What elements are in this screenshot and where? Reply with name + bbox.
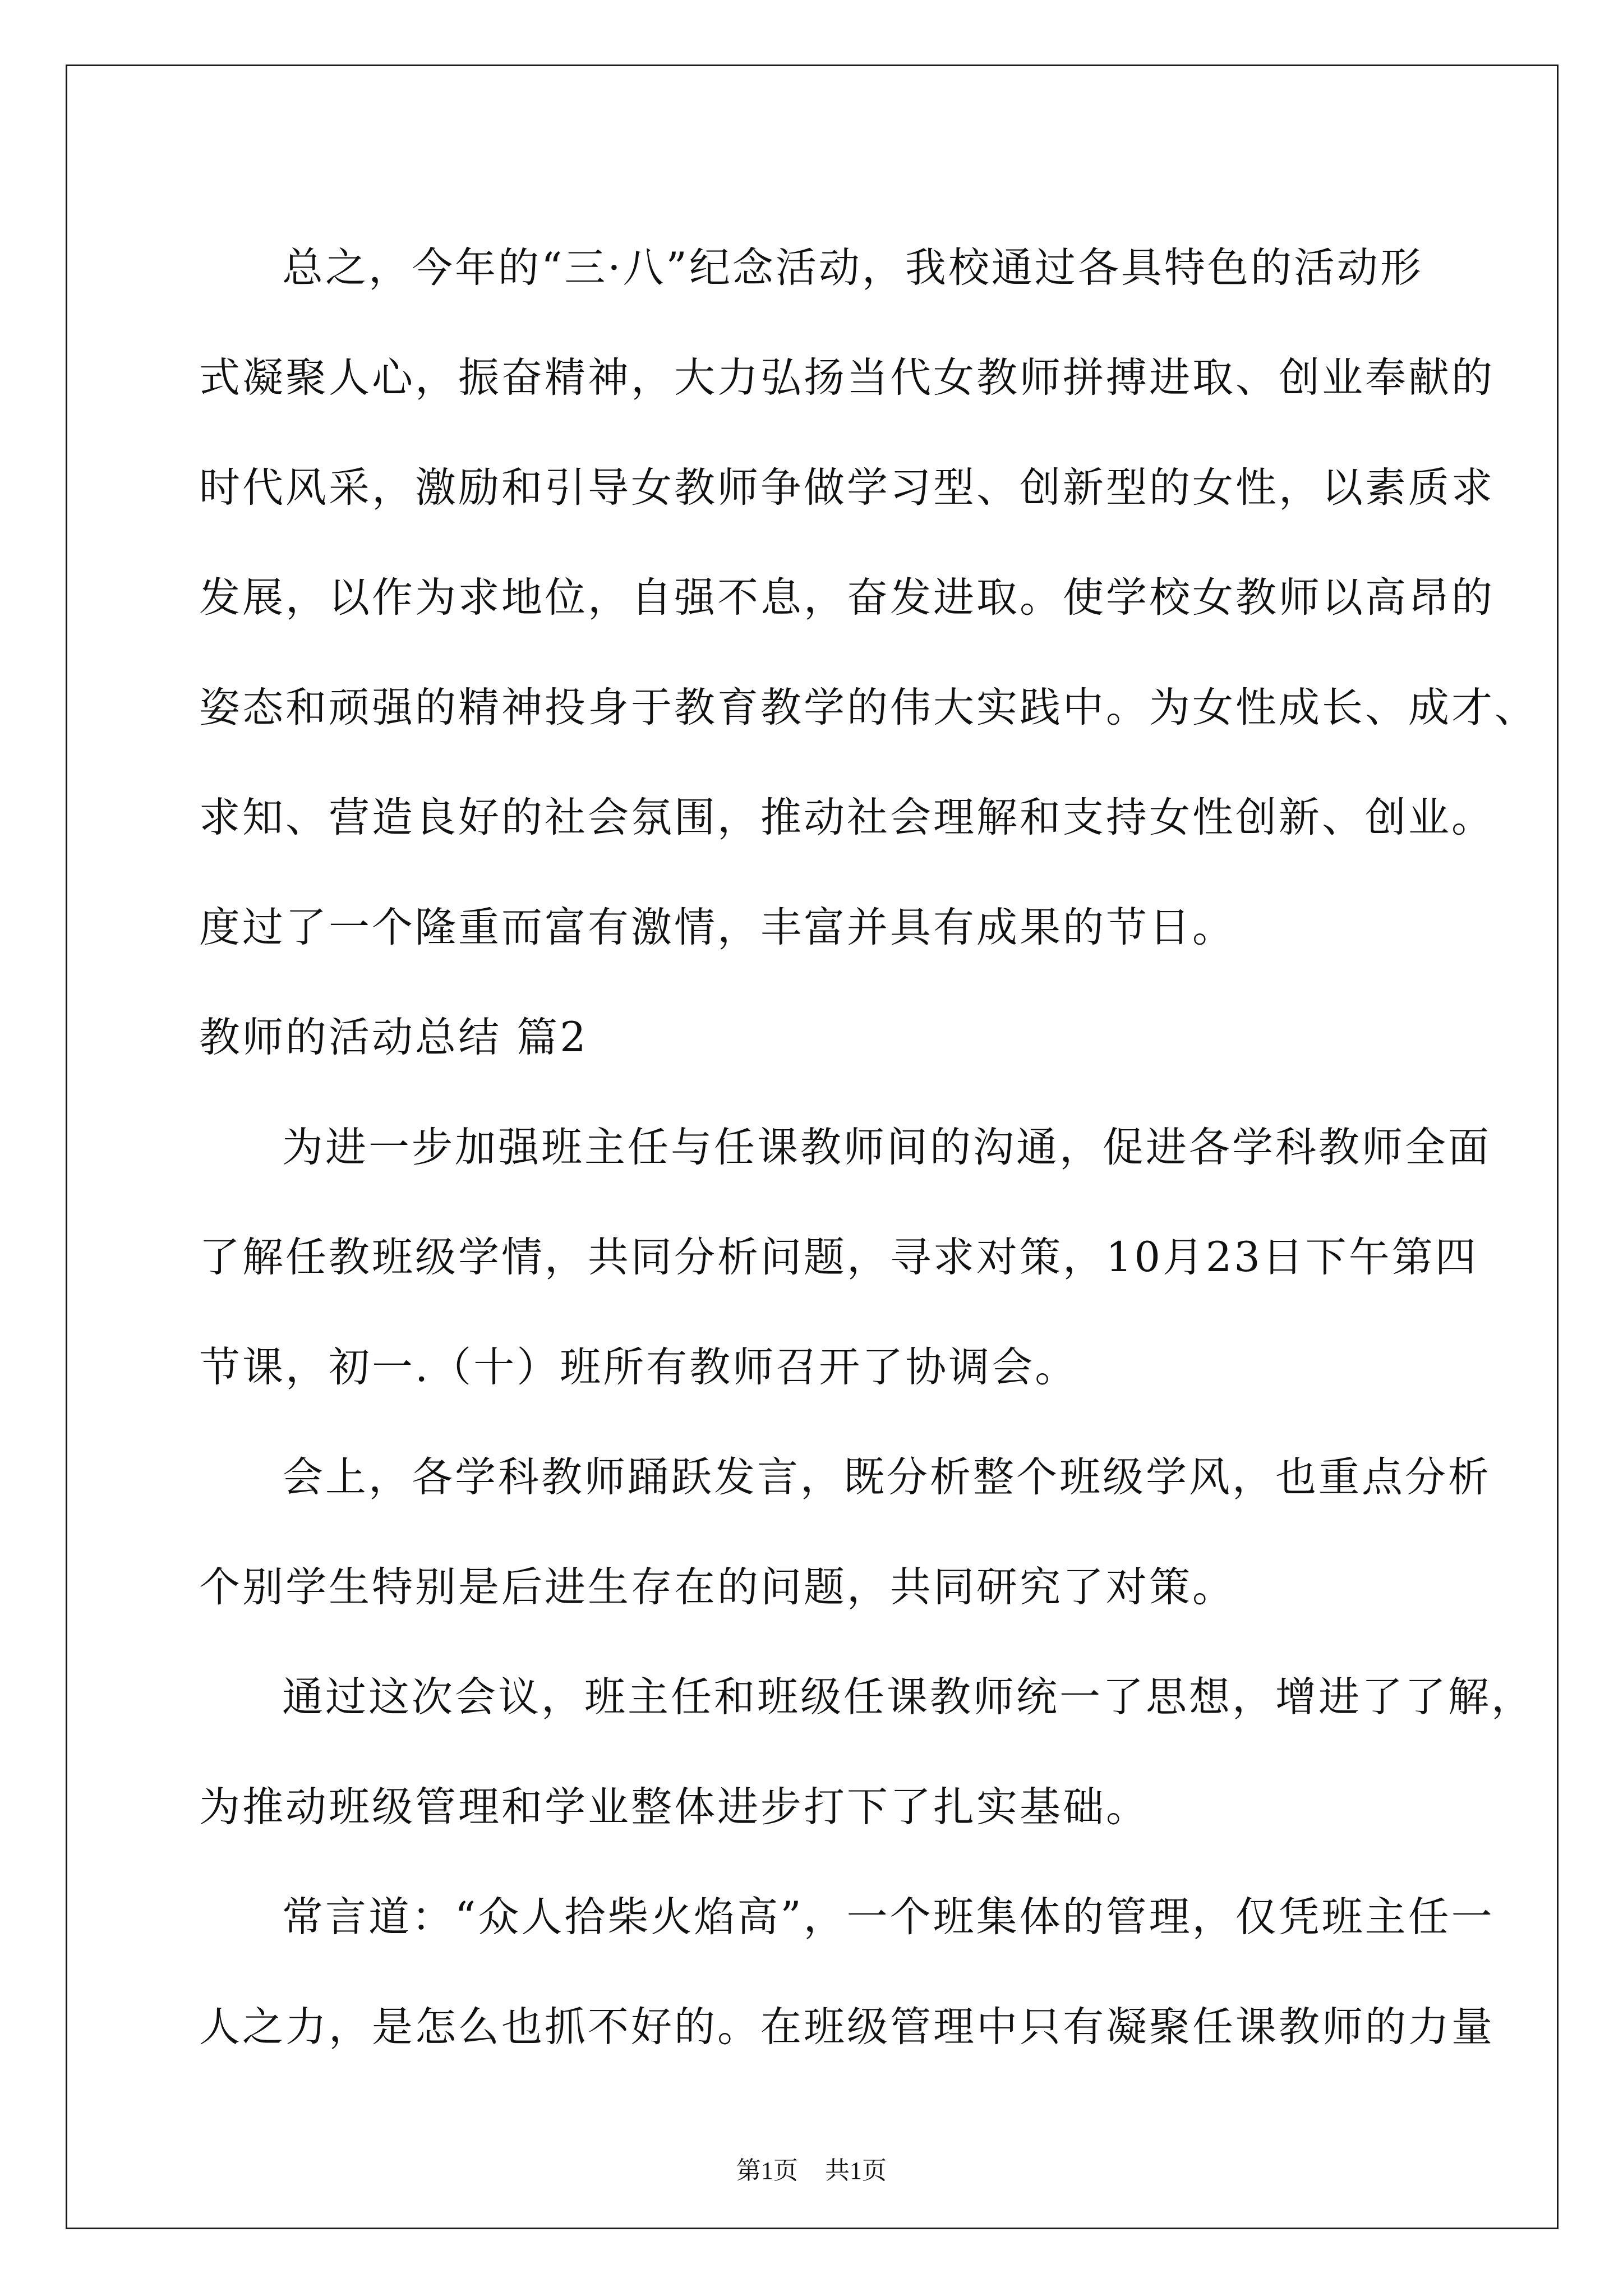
text-line: 时代风采，激励和引导女教师争做学习型、创新型的女性，以素质求	[199, 464, 1495, 512]
page-footer	[0, 2154, 1623, 2188]
text-line: 会上，各学科教师踊跃发言，既分析整个班级学风，也重点分析	[282, 1453, 1491, 1501]
text-line: 为推动班级管理和学业整体进步打下了扎实基础。	[199, 1783, 1149, 1831]
text-line: 姿态和顽强的精神投身于教育教学的伟大实践中。为女性成长、成才、	[199, 684, 1538, 731]
page-total: 共1页	[825, 2157, 887, 2184]
text-line: 式凝聚人心，振奋精神，大力弘扬当代女教师拼搏进取、创业奉献的	[199, 354, 1495, 402]
text-line: 为进一步加强班主任与任课教师间的沟通，促进各学科教师全面	[282, 1124, 1491, 1171]
text-line: 常言道：“众人拾柴火焰高”，一个班集体的管理，仅凭班主任一	[282, 1893, 1495, 1941]
text-line: 个别学生特别是后进生存在的问题，共同研究了对策。	[199, 1563, 1235, 1611]
text-line: 发展，以作为求地位，自强不息，奋发进取。使学校女教师以高昂的	[199, 574, 1495, 622]
document-body	[199, 213, 1538, 2082]
text-line: 人之力，是怎么也抓不好的。在班级管理中只有凝聚任课教师的力量	[199, 2003, 1495, 2051]
section-heading: 教师的活动总结 篇2	[199, 1014, 588, 1061]
text-line: 度过了一个隆重而富有激情，丰富并具有成果的节日。	[199, 904, 1235, 951]
text-line: 通过这次会议，班主任和班级任课教师统一了思想，增进了了解，	[282, 1673, 1534, 1721]
page-number: 第1页	[736, 2157, 798, 2184]
text-line: 求知、营造良好的社会氛围，推动社会理解和支持女性创新、创业。	[199, 794, 1495, 841]
text-line: 了解任教班级学情，共同分析问题，寻求对策，10月23日下午第四	[199, 1234, 1478, 1281]
text-line: 节课，初一.（十）班所有教师召开了协调会。	[199, 1343, 1078, 1391]
text-line: 总之，今年的“三·八”纪念活动，我校通过各具特色的活动形	[282, 244, 1423, 292]
